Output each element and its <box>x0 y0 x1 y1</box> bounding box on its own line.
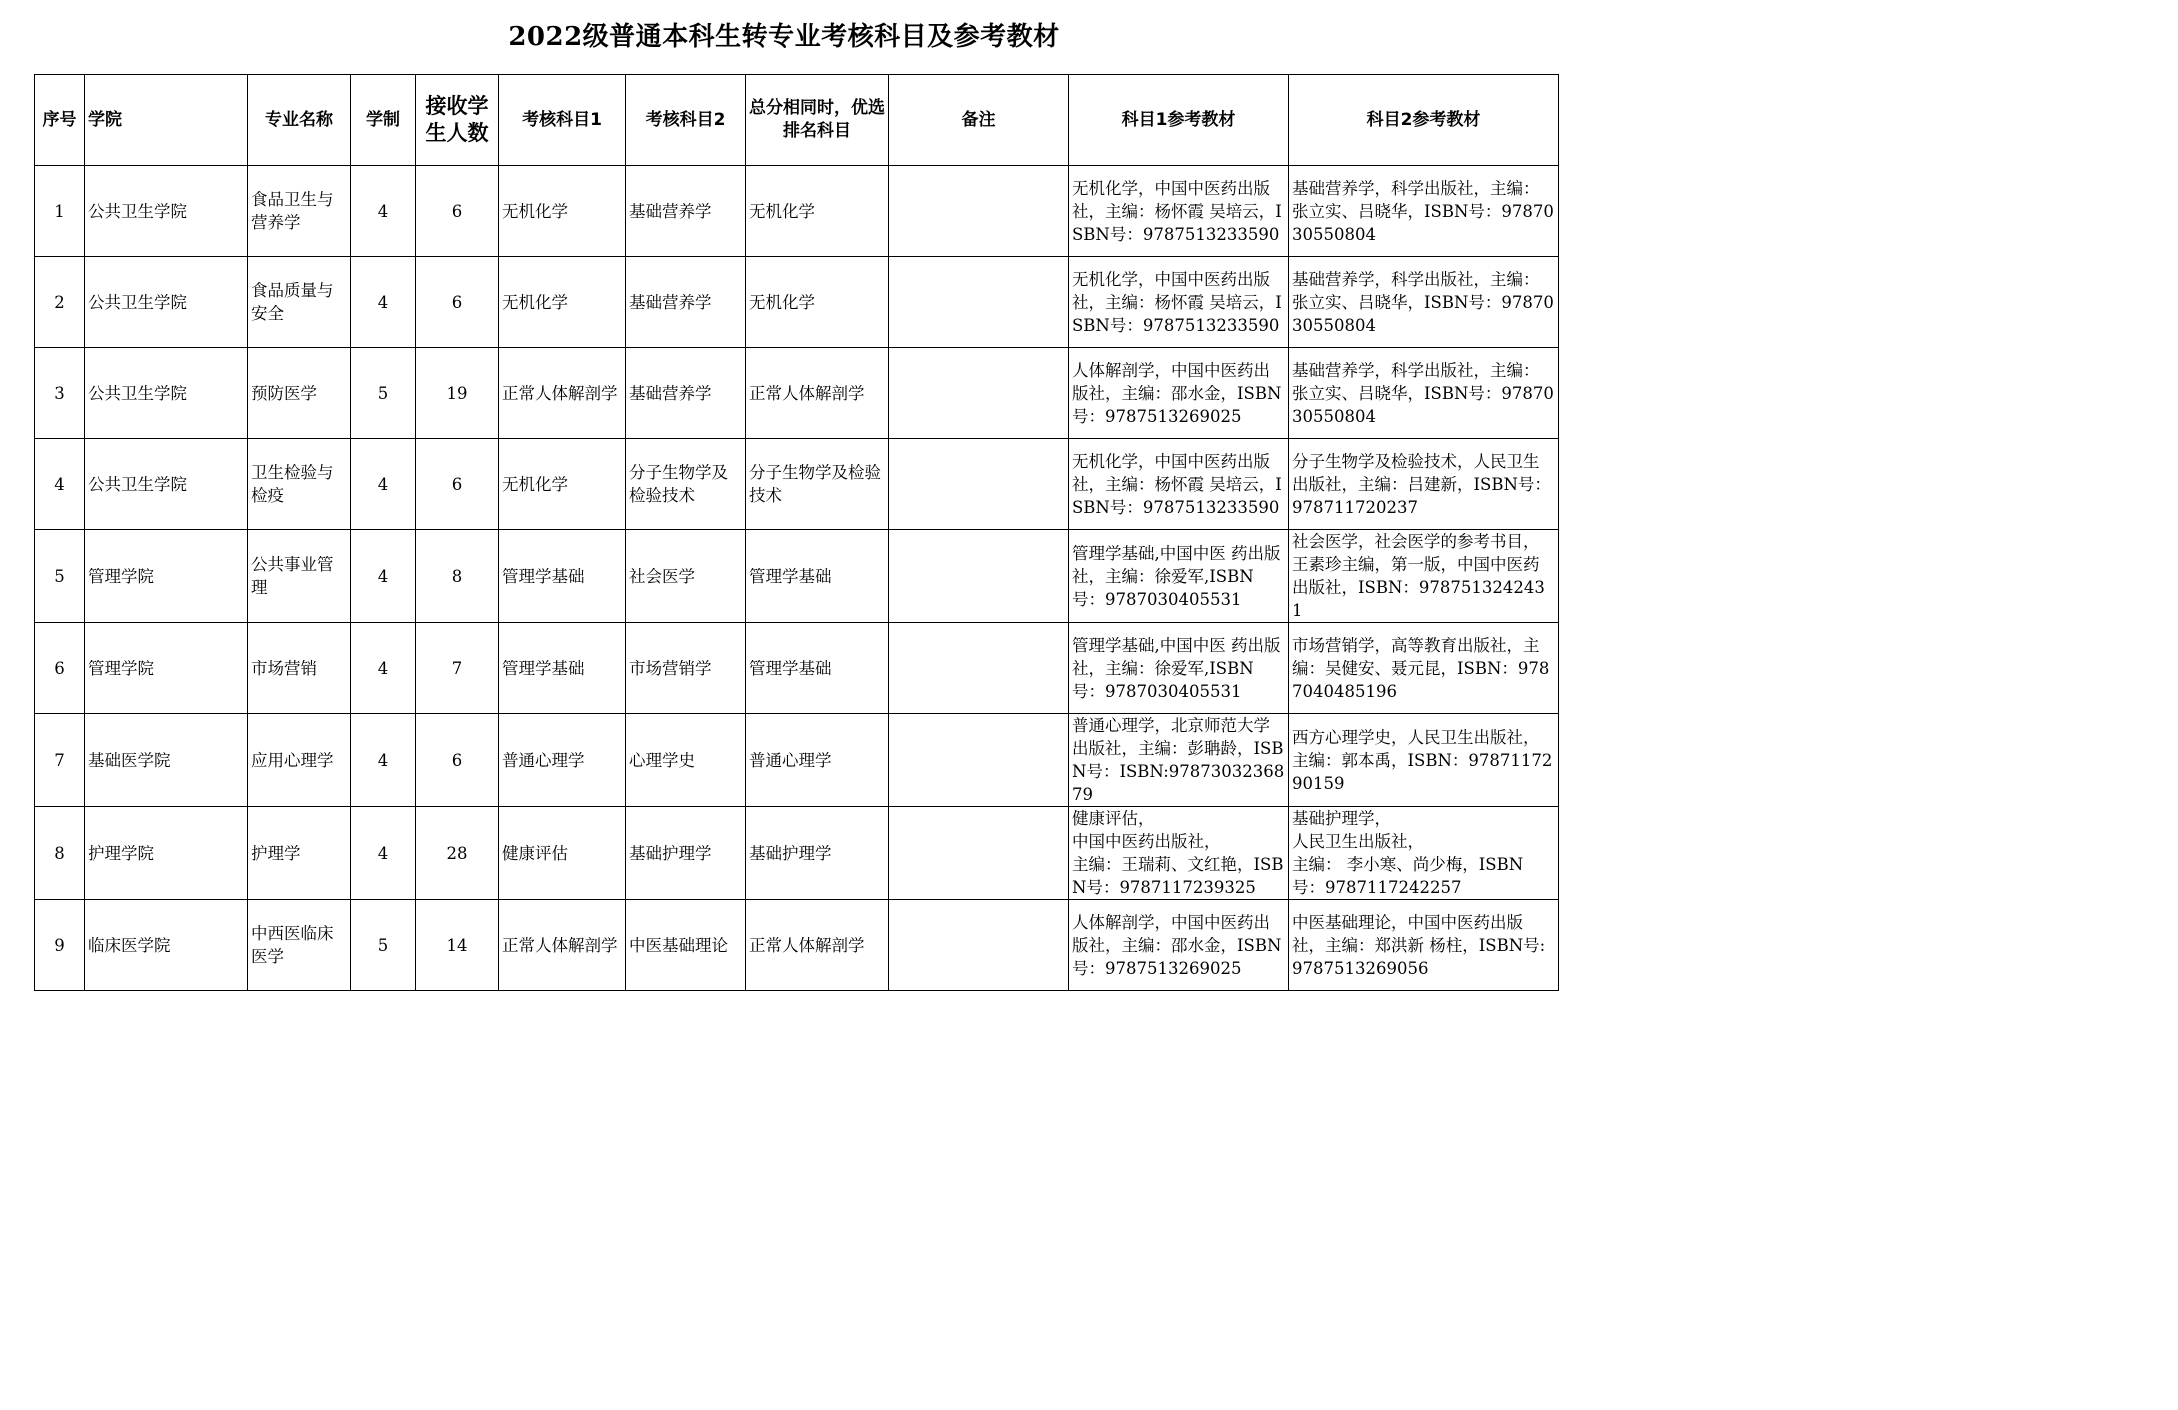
cell-remark <box>889 900 1069 991</box>
cell-seq: 2 <box>35 257 85 348</box>
cell-years: 5 <box>351 900 416 991</box>
header-college: 学院 <box>85 75 248 166</box>
cell-major: 护理学 <box>248 807 351 900</box>
cell-seq: 4 <box>35 439 85 530</box>
cell-book2: 社会医学，社会医学的参考书目，王素珍主编，第一版，中国中医药出版社，ISBN：9787513242431 <box>1289 530 1559 623</box>
table-row <box>35 807 1559 900</box>
cell-book2: 基础营养学，科学出版社，主编： 张立实、吕晓华，ISBN号：9787030550804 <box>1289 166 1559 257</box>
cell-subject1: 普通心理学 <box>499 714 626 807</box>
table-row <box>35 530 1559 623</box>
cell-priority: 无机化学 <box>746 257 889 348</box>
cell-quota: 28 <box>416 807 499 900</box>
cell-book1: 人体解剖学，中国中医药出版社，主编：邵水金，ISBN号：9787513269025 <box>1069 348 1289 439</box>
cell-subject2: 心理学史 <box>626 714 746 807</box>
cell-seq: 6 <box>35 623 85 714</box>
cell-subject1: 无机化学 <box>499 257 626 348</box>
header-seq: 序号 <box>35 75 85 166</box>
table-row <box>35 257 1559 348</box>
cell-quota: 8 <box>416 530 499 623</box>
cell-book2: 中医基础理论，中国中医药出版社，主编：郑洪新 杨柱，ISBN号:9787513269056 <box>1289 900 1559 991</box>
cell-remark <box>889 714 1069 807</box>
table-row <box>35 166 1559 257</box>
cell-seq: 8 <box>35 807 85 900</box>
cell-subject1: 健康评估 <box>499 807 626 900</box>
cell-subject2: 基础营养学 <box>626 257 746 348</box>
cell-subject2: 基础营养学 <box>626 166 746 257</box>
cell-remark <box>889 807 1069 900</box>
header-priority: 总分相同时，优选排名科目 <box>746 75 889 166</box>
cell-subject2: 基础营养学 <box>626 348 746 439</box>
cell-college: 管理学院 <box>85 530 248 623</box>
cell-priority: 普通心理学 <box>746 714 889 807</box>
cell-years: 4 <box>351 807 416 900</box>
cell-subject2: 中医基础理论 <box>626 900 746 991</box>
cell-priority: 正常人体解剖学 <box>746 348 889 439</box>
cell-college: 公共卫生学院 <box>85 166 248 257</box>
cell-priority: 基础护理学 <box>746 807 889 900</box>
cell-book1: 管理学基础,中国中医 药出版社，主编：徐爱军,ISBN号：9787030405531 <box>1069 530 1289 623</box>
cell-subject1: 管理学基础 <box>499 530 626 623</box>
cell-subject2: 分子生物学及检验技术 <box>626 439 746 530</box>
cell-book2: 基础护理学， 人民卫生出版社， 主编： 李小寒、尚少梅，ISBN号：9787117242257 <box>1289 807 1559 900</box>
cell-priority: 管理学基础 <box>746 530 889 623</box>
cell-college: 基础医学院 <box>85 714 248 807</box>
cell-priority: 无机化学 <box>746 166 889 257</box>
header-quota: 接收学生人数 <box>416 75 499 166</box>
cell-seq: 5 <box>35 530 85 623</box>
cell-book2: 基础营养学，科学出版社，主编： 张立实、吕晓华，ISBN号：9787030550804 <box>1289 257 1559 348</box>
cell-remark <box>889 530 1069 623</box>
table-row <box>35 714 1559 807</box>
cell-book1: 无机化学，中国中医药出版社，主编：杨怀霞 吴培云，ISBN号：9787513233590 <box>1069 166 1289 257</box>
cell-college: 公共卫生学院 <box>85 348 248 439</box>
page-title: 2022级普通本科生转专业考核科目及参考教材 <box>508 22 1060 52</box>
cell-subject1: 正常人体解剖学 <box>499 900 626 991</box>
cell-college: 公共卫生学院 <box>85 439 248 530</box>
table-row <box>35 623 1559 714</box>
cell-subject2: 基础护理学 <box>626 807 746 900</box>
cell-major: 应用心理学 <box>248 714 351 807</box>
header-book1: 科目1参考教材 <box>1069 75 1289 166</box>
cell-remark <box>889 166 1069 257</box>
cell-priority: 管理学基础 <box>746 623 889 714</box>
cell-major: 食品质量与安全 <box>248 257 351 348</box>
table-row <box>35 900 1559 991</box>
cell-book1: 人体解剖学，中国中医药出版社，主编：邵水金，ISBN号：9787513269025 <box>1069 900 1289 991</box>
cell-subject2: 市场营销学 <box>626 623 746 714</box>
cell-quota: 14 <box>416 900 499 991</box>
table-row <box>35 439 1559 530</box>
cell-years: 4 <box>351 714 416 807</box>
cell-book2: 市场营销学，高等教育出版社，主编：吴健安、聂元昆，ISBN：9787040485196 <box>1289 623 1559 714</box>
cell-book1: 普通心理学，北京师范大学出版社，主编：彭聃龄，ISBN号：ISBN:9787303236879 <box>1069 714 1289 807</box>
cell-book2: 分子生物学及检验技术，人民卫生出版社，主编：吕建新，ISBN号：978711720237 <box>1289 439 1559 530</box>
cell-quota: 6 <box>416 257 499 348</box>
header-subject2: 考核科目2 <box>626 75 746 166</box>
header-book2: 科目2参考教材 <box>1289 75 1559 166</box>
cell-book1: 管理学基础,中国中医 药出版社，主编：徐爱军,ISBN号：9787030405531 <box>1069 623 1289 714</box>
cell-remark <box>889 439 1069 530</box>
cell-book1: 健康评估， 中国中医药出版社， 主编：王瑞莉、文红艳，ISBN号：9787117239325 <box>1069 807 1289 900</box>
header-subject1: 考核科目1 <box>499 75 626 166</box>
cell-years: 4 <box>351 166 416 257</box>
header-row <box>35 75 1559 166</box>
cell-college: 临床医学院 <box>85 900 248 991</box>
cell-years: 4 <box>351 530 416 623</box>
cell-college: 护理学院 <box>85 807 248 900</box>
cell-subject1: 无机化学 <box>499 439 626 530</box>
cell-quota: 6 <box>416 166 499 257</box>
cell-quota: 19 <box>416 348 499 439</box>
cell-college: 公共卫生学院 <box>85 257 248 348</box>
cell-remark <box>889 623 1069 714</box>
cell-major: 中西医临床医学 <box>248 900 351 991</box>
cell-book2: 基础营养学，科学出版社，主编： 张立实、吕晓华，ISBN号：9787030550804 <box>1289 348 1559 439</box>
cell-priority: 正常人体解剖学 <box>746 900 889 991</box>
cell-major: 公共事业管理 <box>248 530 351 623</box>
table-row <box>35 348 1559 439</box>
cell-quota: 6 <box>416 439 499 530</box>
cell-subject1: 管理学基础 <box>499 623 626 714</box>
cell-major: 预防医学 <box>248 348 351 439</box>
cell-seq: 7 <box>35 714 85 807</box>
header-remark: 备注 <box>889 75 1069 166</box>
cell-book1: 无机化学，中国中医药出版社，主编：杨怀霞 吴培云，ISBN号：9787513233590 <box>1069 439 1289 530</box>
exam-subjects-table <box>34 74 1559 991</box>
cell-quota: 7 <box>416 623 499 714</box>
cell-subject1: 正常人体解剖学 <box>499 348 626 439</box>
cell-seq: 3 <box>35 348 85 439</box>
cell-major: 食品卫生与营养学 <box>248 166 351 257</box>
cell-subject1: 无机化学 <box>499 166 626 257</box>
cell-quota: 6 <box>416 714 499 807</box>
cell-book2: 西方心理学史，人民卫生出版社，主编：郭本禹，ISBN：9787117290159 <box>1289 714 1559 807</box>
cell-years: 4 <box>351 257 416 348</box>
cell-college: 管理学院 <box>85 623 248 714</box>
cell-seq: 1 <box>35 166 85 257</box>
cell-major: 市场营销 <box>248 623 351 714</box>
cell-years: 4 <box>351 623 416 714</box>
header-major: 专业名称 <box>248 75 351 166</box>
cell-remark <box>889 348 1069 439</box>
cell-major: 卫生检验与检疫 <box>248 439 351 530</box>
header-years: 学制 <box>351 75 416 166</box>
cell-subject2: 社会医学 <box>626 530 746 623</box>
cell-seq: 9 <box>35 900 85 991</box>
cell-priority: 分子生物学及检验技术 <box>746 439 889 530</box>
cell-years: 4 <box>351 439 416 530</box>
cell-years: 5 <box>351 348 416 439</box>
cell-remark <box>889 257 1069 348</box>
cell-book1: 无机化学，中国中医药出版社，主编：杨怀霞 吴培云，ISBN号：9787513233590 <box>1069 257 1289 348</box>
